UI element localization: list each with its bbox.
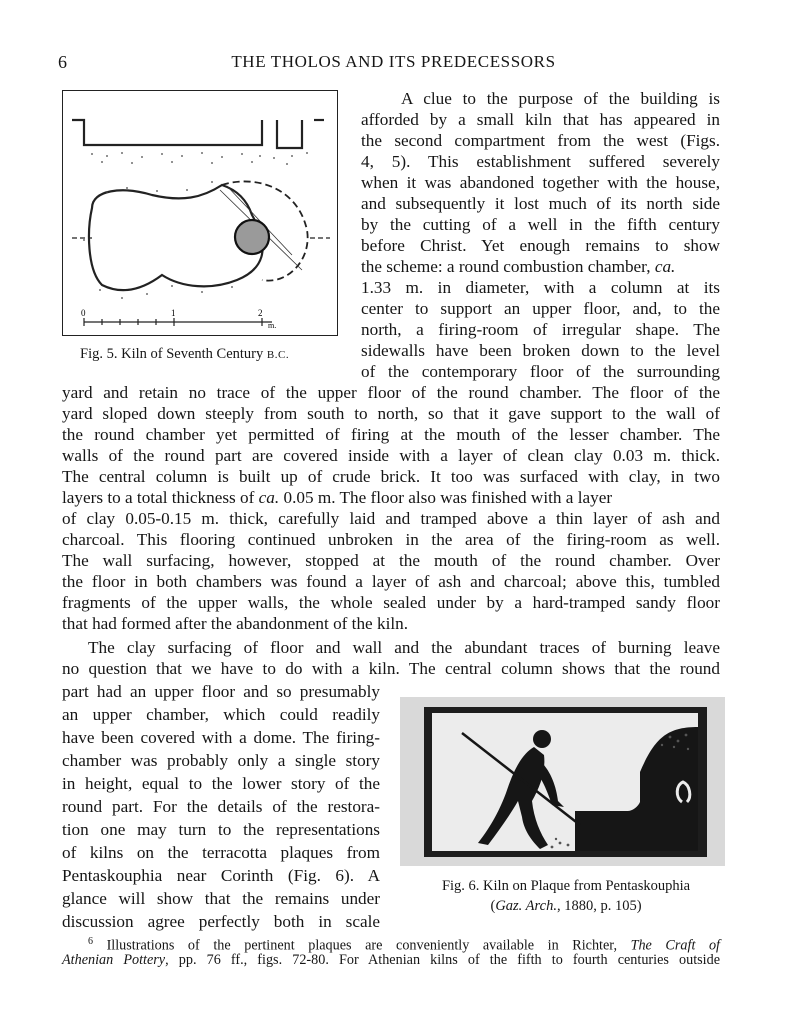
body-line: 1.33 m. in diameter, with a column at its xyxy=(361,278,720,297)
body-line: part had an upper floor and so presumably xyxy=(62,682,380,701)
body-line: layers to a total thickness of ca. 0.05 m. The floor also was finished with a layer xyxy=(62,488,613,507)
body-line: by the cutting of a well in the fifth century xyxy=(361,215,720,234)
body-line: an upper chamber, which could readily xyxy=(62,705,380,724)
body-line: The central column is built up of crude brick. It too was surfaced with clay, in two xyxy=(62,467,720,486)
body-line: yard and retain no trace of the upper floor of the round chamber. The floor of the xyxy=(62,383,720,402)
scale-label-1: 1 xyxy=(171,308,176,318)
body-line: the round chamber yet permitted of firing at the mouth of the lesser chamber. The xyxy=(62,425,720,444)
scale-label-0: 0 xyxy=(81,308,86,318)
body-line: the scheme: a round combustion chamber, ca. xyxy=(361,257,676,276)
body-line: before Christ. Yet enough remains to show xyxy=(361,236,720,255)
body-line: that had formed after the abandonment of the kiln. xyxy=(62,614,409,633)
fig6-caption: Fig. 6. Kiln on Plaque from Pentaskouphia (Gaz. Arch., 1880, p. 105) xyxy=(441,878,691,914)
body-line: in height, equal to the lower story of the xyxy=(62,774,380,793)
body-line: discussion agree perfectly both in scale xyxy=(62,912,380,931)
body-line: yard sloped down steeply from south to north, so that it gave support to the wall of xyxy=(62,404,720,423)
plaque-figure xyxy=(400,697,725,866)
body-line: The clay surfacing of floor and wall and the abundant traces of burning leave xyxy=(88,638,720,657)
body-line: the second compartment from the west (Figs. xyxy=(361,131,720,150)
body-line: charcoal. This flooring continued unbroken in the area of the firing-room as well. xyxy=(62,530,720,549)
body-line: tion one may turn to the representations xyxy=(62,820,380,839)
body-line: afforded by a small kiln that has appeared in xyxy=(361,110,720,129)
footnote-line: Athenian Pottery, pp. 76 ff., figs. 72-80. For Athenian kilns of the fifth to fourth centuries outside xyxy=(62,952,720,968)
scale-unit: m. xyxy=(268,321,277,330)
body-line: center to support an upper floor, and, to the xyxy=(361,299,720,318)
body-line: A clue to the purpose of the building is xyxy=(401,89,720,108)
body-line: chamber was probably only a single story xyxy=(62,751,380,770)
body-line: the floor in both chambers was found a layer of ash and charcoal; above this, tumbled xyxy=(62,572,720,591)
scale-label-2: 2 xyxy=(258,308,263,318)
body-line: fragments of the upper walls, the whole sealed under by a hard-tramped sandy floor xyxy=(62,593,720,612)
running-head: THE THOLOS AND ITS PREDECESSORS xyxy=(231,52,556,71)
body-line: of kilns on the terracotta plaques from xyxy=(62,843,380,862)
body-line: have been covered with a dome. The firing- xyxy=(62,728,380,747)
central-column xyxy=(235,220,269,254)
kiln-plan-figure xyxy=(62,90,338,336)
footnote-line: $^6$ Illustrations of the pertinent plaques are conveniently available in Richter, The Craft of xyxy=(88,936,721,954)
body-line: 4, 5). This establishment suffered severely xyxy=(361,152,720,171)
body-line: round part. For the details of the restora- xyxy=(62,797,380,816)
body-line: no question that we have to do with a kiln. The central column shows that the round xyxy=(62,659,720,678)
body-line: when it was abandoned together with the house, xyxy=(361,173,720,192)
body-line: The wall surfacing, however, stopped at the mouth of the round chamber. Over xyxy=(62,551,720,570)
body-line: of clay 0.05-0.15 m. thick, carefully laid and tramped above a thin layer of ash and xyxy=(62,509,720,528)
body-line: Pentaskouphia near Corinth (Fig. 6). A xyxy=(62,866,380,885)
body-line: sidewalls have been broken down to the level xyxy=(361,341,720,360)
fig5-caption: Fig. 5. Kiln of Seventh Century B.C. xyxy=(80,346,290,362)
body-line: north, a firing-room of irregular shape. The xyxy=(361,320,720,339)
footnote-marker: 6 xyxy=(88,936,93,947)
body-line: glance will show that the remains under xyxy=(62,889,380,908)
body-line: of the contemporary floor of the surrounding xyxy=(361,362,720,381)
body-line: walls of the round part are covered inside with a layer of clean clay 0.03 m. thick. xyxy=(62,446,720,465)
page-number: 6 xyxy=(58,52,67,72)
body-line: and subsequently it lost much of its north side xyxy=(361,194,720,213)
